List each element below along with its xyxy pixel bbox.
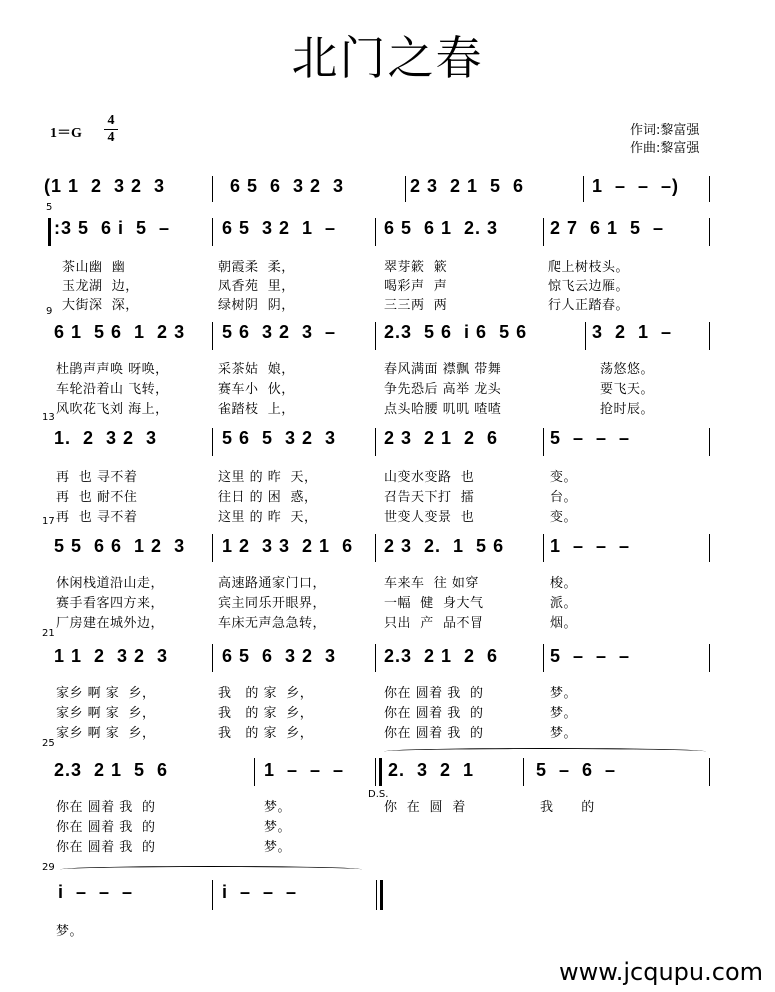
measure: 1 – – – [550,536,631,556]
lyric: 你在 圆着 我 的 [56,800,156,815]
lyric: 要飞天。 [600,382,655,397]
lyric: 惊飞云边雁。 [548,279,630,294]
lyric: 争先恐后 高举 龙头 [384,382,502,397]
lyric: 召告天下打 擂 [384,490,475,505]
measure: 2. 3 2 1 [388,760,475,780]
measure: 2 3 2 1 5 6 [410,176,525,196]
lyric: 梦。 [264,800,292,815]
lyric: 荡悠悠。 [600,362,655,377]
measure: 1 2 3 3 2 1 6 [222,536,354,556]
measure: 6 5 6 3 2 3 [230,176,345,196]
lyric: 凤香苑 里， [218,279,295,294]
lyric: 我 的 [540,800,595,815]
lyric: 家乡 啊 家 乡， [56,686,156,701]
lyric: 梦。 [264,820,292,835]
lyric: 大街深 深， [62,298,139,313]
lyric: 点头哈腰 叽叽 喳喳 [384,402,502,417]
measure-number: 9 [46,306,53,317]
lyric: 你在 圆着 我 的 [384,686,484,701]
time-signature-top: 4 [107,113,115,128]
measure: 2.3 2 1 2 6 [384,646,499,666]
lyric: 往日 的 困 惑， [218,490,318,505]
lyric: 三三两 两 [384,298,448,313]
lyric: 车床无声急急转， [218,616,327,631]
lyric: 你 在 圆 着 [384,800,466,815]
measure: 2.3 5 6 i 6 5 6 [384,322,528,342]
measure-number: 17 [42,516,55,527]
measure: 5 – – – [550,428,631,448]
lyric: 茶山幽 幽 [62,260,126,275]
measure: 5 6 5 3 2 3 [222,428,337,448]
lyric: 高速路通家门口， [218,576,327,591]
lyric: 家乡 啊 家 乡， [56,726,156,741]
lyric: 我 的 家 乡， [218,686,314,701]
lyric: 梦。 [550,686,578,701]
measure: 1 1 2 3 2 3 [54,646,169,666]
lyric: 变。 [550,510,578,525]
measure: 1 – – –) [592,176,680,196]
measure-number: 5 [46,202,53,213]
lyric: 赛车小 伙， [218,382,295,397]
lyric: 世变人变景 也 [384,510,475,525]
watermark: www.jcqupu.com [559,958,763,986]
dal-segno-mark: D.S. [368,789,389,800]
lyric: 我 的 家 乡， [218,726,314,741]
measure: 2 3 2 1 2 6 [384,428,499,448]
measure: 6 5 6 3 2 3 [222,646,337,666]
measure: 2 7 6 1 5 – [550,218,665,238]
lyric: 我 的 家 乡， [218,706,314,721]
measure: 5 – 6 – [536,760,617,780]
lyric: 春风满面 襟飘 带舞 [384,362,502,377]
lyric: 台。 [550,490,578,505]
lyric: 朝霞柔 柔， [218,260,295,275]
lyric: 这里 的 昨 天， [218,470,318,485]
lyric: 采茶姑 娘， [218,362,295,377]
measure-number: 25 [42,738,55,749]
measure: 6 5 6 1 2. 3 [384,218,499,238]
time-signature [104,114,118,145]
measure: 6 1 5 6 1 2 3 [54,322,186,342]
composer-credit: 作曲:黎富强 [630,141,700,156]
lyric: 梦。 [550,706,578,721]
lyric: 你在 圆着 我 的 [56,840,156,855]
measure: 3 2 1 – [592,322,673,342]
lyric: 你在 圆着 我 的 [384,706,484,721]
measure: 5 – – – [550,646,631,666]
measure: 5 5 6 6 1 2 3 [54,536,186,556]
measure: i – – – [58,882,134,902]
lyric: 一幅 健 身大气 [384,596,484,611]
lyric: 抢时辰。 [600,402,655,417]
measure: 1. 2 3 2 3 [54,428,158,448]
lyric: 喝彩声 声 [384,279,448,294]
time-signature-bottom: 4 [107,130,115,145]
measure-number: 29 [42,862,55,873]
lyric: 雀踏枝 上， [218,402,295,417]
lyric: 山变水变路 也 [384,470,475,485]
measure: 2.3 2 1 5 6 [54,760,169,780]
lyric: 再 也 耐不住 [56,490,138,505]
lyric: 车来车 往 如穿 [384,576,479,591]
measure: :3 5 6 i 5 – [54,218,171,238]
measure: 2 3 2. 1 5 6 [384,536,505,556]
measure-number: 13 [42,412,55,423]
tie-slur [384,748,706,755]
measure-number: 21 [42,628,55,639]
lyric: 赛手看客四方来， [56,596,165,611]
lyric: 玉龙湖 边， [62,279,139,294]
lyric: 厂房建在城外边， [56,616,165,631]
lyric: 派。 [550,596,578,611]
lyric: 再 也 寻不着 [56,470,138,485]
lyric: 这里 的 昨 天， [218,510,318,525]
lyric: 家乡 啊 家 乡， [56,706,156,721]
key-signature: 1＝G [50,126,82,141]
lyric: 只出 产 品不冒 [384,616,484,631]
lyric: 梦。 [550,726,578,741]
lyric: 休闲栈道沿山走， [56,576,165,591]
lyric: 爬上树枝头。 [548,260,630,275]
lyric: 你在 圆着 我 的 [384,726,484,741]
measure: i – – – [222,882,298,902]
lyric: 翠芽簌 簌 [384,260,448,275]
lyric: 再 也 寻不着 [56,510,138,525]
measure: 6 5 3 2 1 – [222,218,337,238]
tie-slur [60,866,362,873]
lyric: 绿树阴 阴， [218,298,295,313]
lyric: 你在 圆着 我 的 [56,820,156,835]
lyric: 梦。 [56,924,84,939]
lyric: 杜鹃声声唤 呀唤， [56,362,169,377]
lyric: 风吹花飞刘 海上， [56,402,169,417]
lyricist-credit: 作词:黎富强 [630,123,700,138]
measure: (1 1 2 3 2 3 [44,176,166,196]
lyric: 宾主同乐开眼界， [218,596,327,611]
measure: 1 – – – [264,760,345,780]
lyric: 梭。 [550,576,578,591]
song-title: 北门之春 [291,31,484,85]
lyric: 车轮沿着山 飞转， [56,382,169,397]
lyric: 变。 [550,470,578,485]
lyric: 行人正踏春。 [548,298,630,313]
measure: 5 6 3 2 3 – [222,322,337,342]
lyric: 烟。 [550,616,578,631]
lyric: 梦。 [264,840,292,855]
